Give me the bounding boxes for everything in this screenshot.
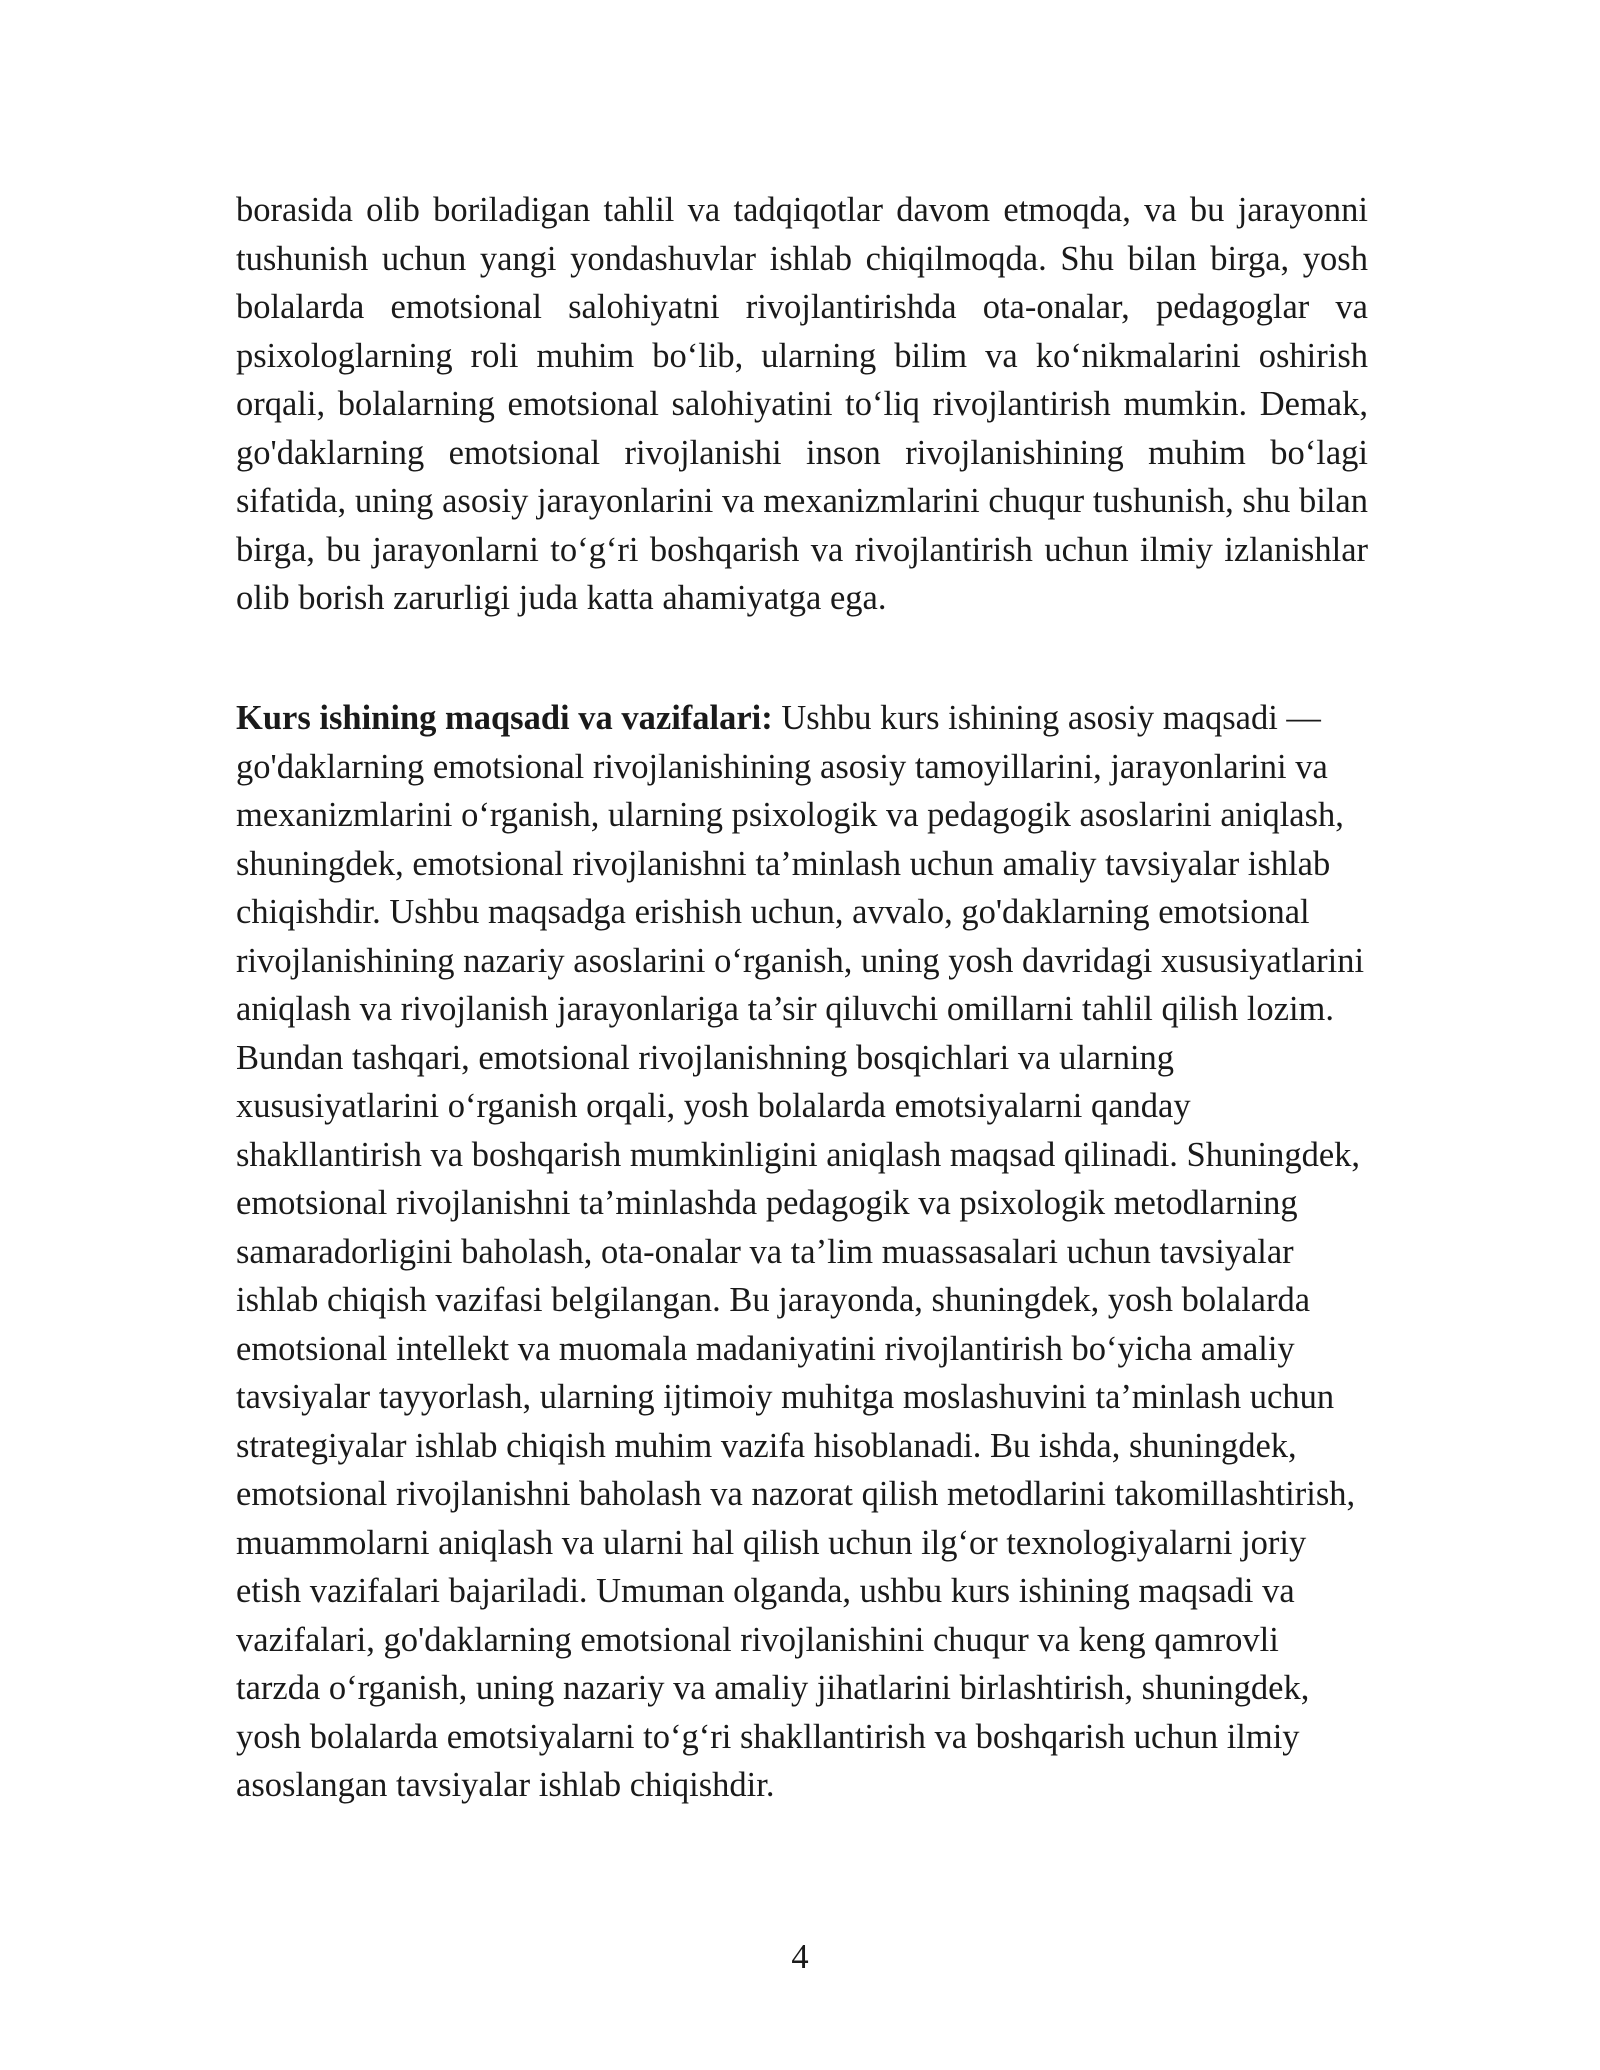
paragraph-body: Ushbu kurs ishining asosiy maqsadi — go'daklarning emotsional rivojlanishining asosiy tamoyillarini, jarayonlarini va mexanizmlarini o‘rganish, ularning psixologik va pedagogik asoslarini aniqlash, shuningdek, emotsional rivojlanishni ta’minlash uchun amaliy tavsiyalar ishlab chiqishdir. Ushbu maqsadga erishish uchun, avvalo, go'daklarning emotsional rivojlanishining nazariy asoslarini o‘rganish, uning yosh davridagi xususiyatlarini aniqlash va rivojlanish jarayonlariga ta’sir qiluvchi omillarni tahlil qilish lozim. Bundan tashqari, emotsional rivojlanishning bosqichlari va ularning xususiyatlarini o‘rganish orqali, yosh bolalarda emotsiyalarni qanday shakllantirish va boshqarish mumkinligini aniqlash maqsad qilinadi. Shuningdek, emotsional rivojlanishni ta’minlashda pedagogik va psixologik metodlarning samaradorligini baholash, ota-onalar va ta’lim muassasalari uchun tavsiyalar ishlab chiqish vazifasi belgilangan. Bu jarayonda, shuningdek, yosh bolalarda emotsional intellekt va muomala madaniyatini rivojlantirish bo‘yicha amaliy tavsiyalar tayyorlash, ularning ijtimoiy muhitga moslashuvini ta’minlash uchun strategiyalar ishlab chiqish muhim vazifa hisoblanadi. Bu ishda, shuningdek, emotsional rivojlanishni baholash va nazorat qilish metodlarini takomillashtirish, muammolarni aniqlash va ularni hal qilish uchun ilg‘or texnologiyalarni joriy etish vazifalari bajariladi. Umuman olganda, ushbu kurs ishining maqsadi va vazifalari, go'daklarning emotsional rivojlanishini chuqur va keng qamrovli tarzda o‘rganish, uning nazariy va amaliy jihatlarini birlashtirish, shuningdek, yosh bolalarda emotsiyalarni to‘g‘ri shakllantirish va boshqarish uchun ilmiy asoslangan tavsiyalar ishlab chiqishdir. — [236, 699, 1365, 1804]
paragraph-heading: Kurs ishining maqsadi va vazifalari: — [236, 699, 773, 737]
page-number: 4 — [791, 1938, 809, 1976]
paragraph-course-goals — [236, 694, 1368, 1810]
paragraph-intro-continuation: borasida olib boriladigan tahlil va tadqiqotlar davom etmoqda, va bu jarayonni tushunish uchun yangi yondashuvlar ishlab chiqilmoqda. Shu bilan birga, yosh bolalarda emotsional salohiyatni rivojlantirishda ota-onalar, pedagoglar va psixologlarning roli muhim bo‘lib, ularning bilim va ko‘nikmalarini oshirish orqali, bolalarning emotsional salohiyatini to‘liq rivojlantirish mumkin. Demak, go'daklarning emotsional rivojlanishi inson rivojlanishining muhim bo‘lagi sifatida, uning asosiy jarayonlarini va mexanizmlarini chuqur tushunish, shu bilan birga, bu jarayonlarni to‘g‘ri boshqarish va rivojlantirish uchun ilmiy izlanishlar olib borish zarurligi juda katta ahamiyatga ega. — [236, 191, 1368, 617]
